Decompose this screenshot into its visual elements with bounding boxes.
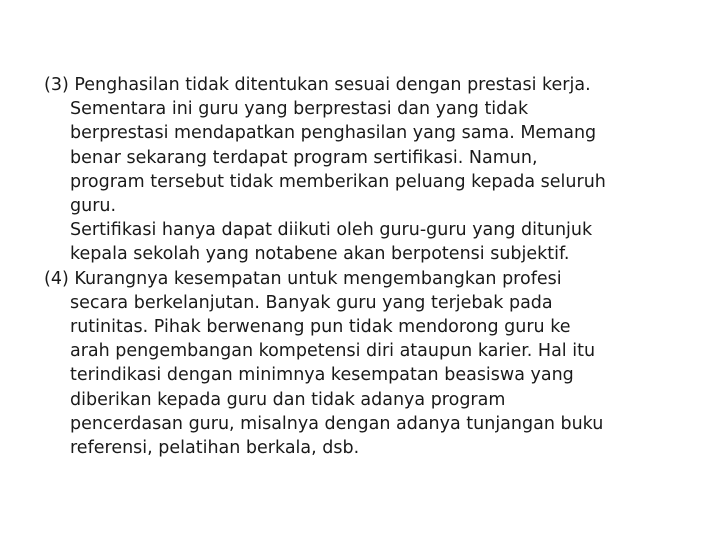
point-3-paragraph — [44, 73, 704, 267]
point-4-line-5: terindikasi dengan minimnya kesempatan beasiswa yang — [70, 365, 574, 386]
point-4-line-7: pencerdasan guru, misalnya dengan adanya tunjangan buku — [70, 413, 604, 434]
point-3-line-7: Sertifikasi hanya dapat diikuti oleh guru-guru yang ditunjuk — [70, 220, 593, 241]
point-3-line-2: Sementara ini guru yang berprestasi dan yang tidak — [70, 99, 529, 120]
point-4-line-4: arah pengembangan kompetensi diri ataupun karier. Hal itu — [70, 341, 596, 362]
point-4-line-6: diberikan kepada guru dan tidak adanya program — [70, 389, 506, 410]
point-3-line-6: guru. — [70, 196, 117, 217]
point-4-paragraph — [44, 267, 704, 461]
point-4-line-2: secara berkelanjutan. Banyak guru yang terjebak pada — [70, 292, 553, 313]
point-3-line-8: kepala sekolah yang notabene akan berpotensi subjektif. — [70, 244, 570, 265]
point-3-line-1: (3) Penghasilan tidak ditentukan sesuai dengan prestasi kerja. — [44, 75, 591, 95]
point-4-line-8: referensi, pelatihan berkala, dsb. — [70, 438, 360, 459]
text-body — [44, 73, 704, 460]
point-3-line-4: benar sekarang terdapat program sertifikasi. Namun, — [70, 147, 538, 168]
point-3-line-5: program tersebut tidak memberikan peluang kepada seluruh — [70, 171, 606, 192]
point-3-line-3: berprestasi mendapatkan penghasilan yang sama. Memang — [70, 123, 597, 144]
point-4-line-1: (4) Kurangnya kesempatan untuk mengembangkan profesi — [44, 268, 562, 289]
point-4-line-3: rutinitas. Pihak berwenang pun tidak mendorong guru ke — [70, 317, 571, 338]
